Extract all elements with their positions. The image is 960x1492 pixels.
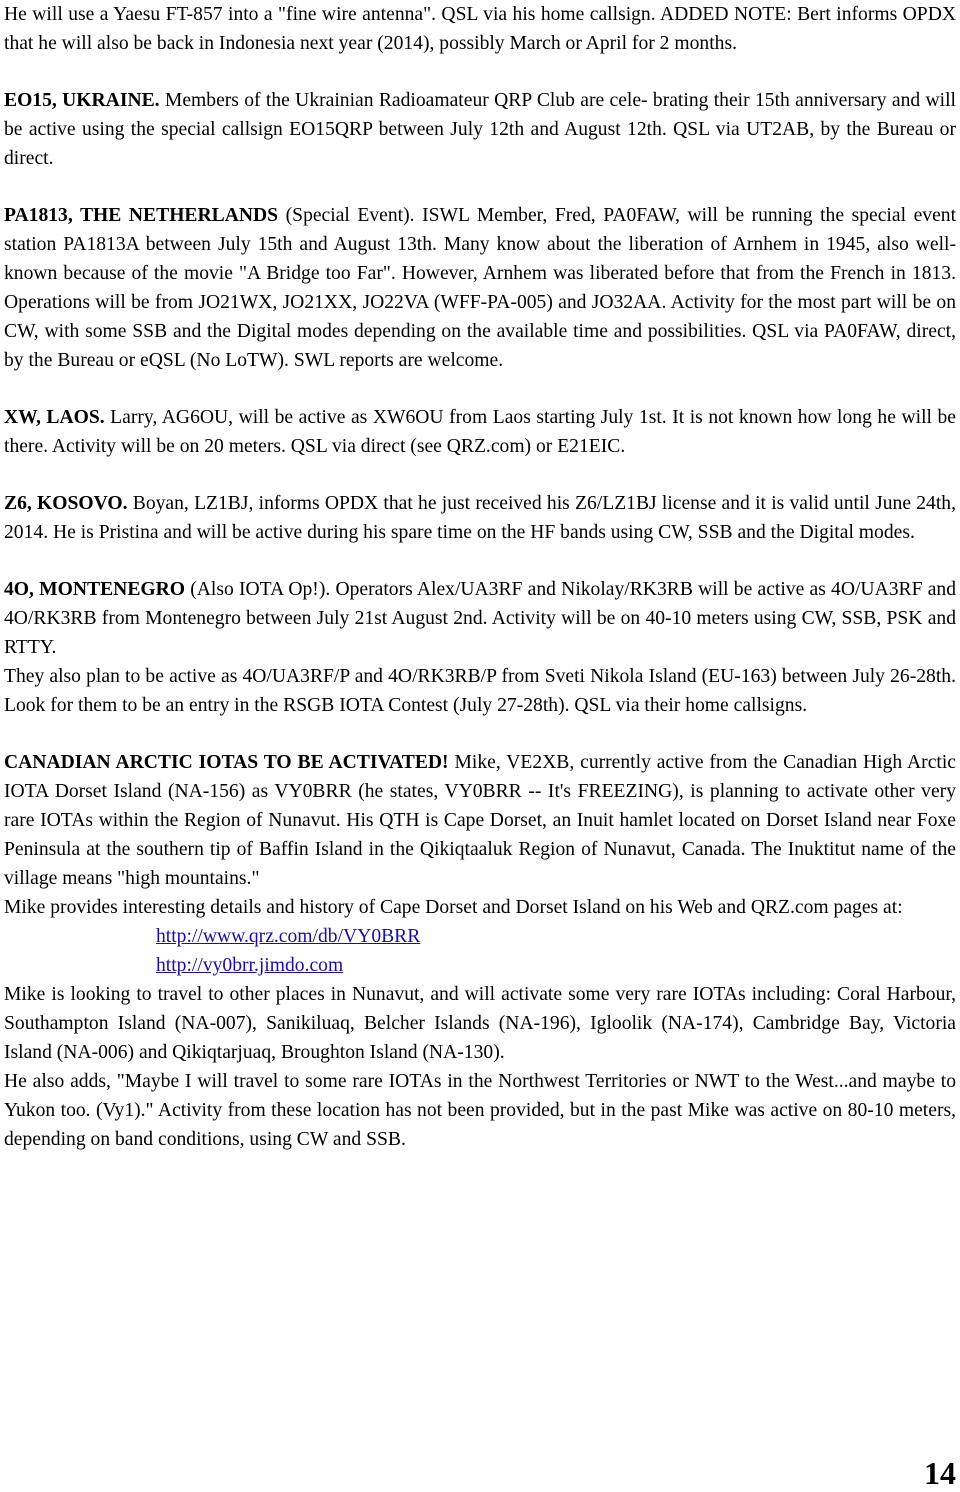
section-4o-montenegro — [4, 575, 956, 662]
spacer — [4, 720, 956, 748]
section-4o-montenegro-continued: They also plan to be active as 4O/UA3RF/P and 4O/RK3RB/P from Sveti Nikola Island (EU-163) between July 26-28th. Look for them to be an entry in the RSGB IOTA Contest (July 27-28th). QSL via their home callsigns. — [4, 666, 956, 716]
section-canadian-arctic — [4, 748, 956, 893]
section-z6-kosovo — [4, 489, 956, 547]
intro-paragraph: He will use a Yaesu FT-857 into a "fine wire antenna". QSL via his home callsign. ADDED NOTE: Bert informs OPDX that he will also be back in Indonesia next year (2014), possibly March or April for 2 months. — [4, 4, 956, 54]
section-body: Members of the Ukrainian Radioamateur QRP Club are cele- brating their 15th anniversary and will be active using the special callsign EO15QRP between July 12th and August 12th. QSL via UT2AB, by the Bureau or direct. — [4, 90, 956, 169]
section-heading: CANADIAN ARCTIC IOTAS TO BE ACTIVATED! — [4, 752, 449, 773]
page-number: 14 — [924, 1455, 956, 1491]
section-eo15-ukraine — [4, 86, 956, 173]
section-body: Larry, AG6OU, will be active as XW6OU from Laos starting July 1st. It is not known how long he will be there. Activity will be on 20 meters. QSL via direct (see QRZ.com) or E21EIC. — [4, 407, 956, 457]
spacer — [4, 58, 956, 86]
spacer — [4, 173, 956, 201]
section-xw-laos — [4, 403, 956, 461]
spacer — [4, 461, 956, 489]
section-body: (Also IOTA Op!). Operators Alex/UA3RF and Nikolay/RK3RB will be active as 4O/UA3RF and 4O/RK3RB from Montenegro between July 21st August 2nd. Activity will be on 40-10 meters using CW, SSB, PSK and RTTY. — [4, 579, 956, 658]
section-canadian-arctic-adds: He also adds, "Maybe I will travel to some rare IOTAs in the Northwest Territories or NWT to the West...and maybe to Yukon too. (Vy1)." Activity from these location has not been provided, but in the past Mike was active on 80-10 meters, depending on band conditions, using CW and SSB. — [4, 1071, 956, 1150]
section-canadian-arctic-pages: Mike provides interesting details and history of Cape Dorset and Dorset Island on his Web and QRZ.com pages at: — [4, 897, 903, 918]
jimdo-link[interactable]: http://vy0brr.jimdo.com — [156, 955, 344, 976]
section-heading: XW, LAOS. — [4, 407, 105, 428]
document-page — [4, 0, 956, 1154]
section-body: Mike, VE2XB, currently active from the Canadian High Arctic IOTA Dorset Island (NA-156) as VY0BRR (he states, VY0BRR -- It's FREEZING), is planning to activate other very rare IOTAs within the Region of Nunavut. His QTH is Cape Dorset, an Inuit hamlet located on Dorset Island near Foxe Peninsula at the southern tip of Baffin Island in the Qikiqtaaluk Region of Nunavut, Canada. The Inuktitut name of the village means "high mountains." — [4, 752, 956, 889]
section-heading: PA1813, THE NETHERLANDS — [4, 205, 279, 226]
section-heading: 4O, MONTENEGRO — [4, 579, 186, 600]
section-body: Boyan, LZ1BJ, informs OPDX that he just received his Z6/LZ1BJ license and it is valid until June 24th, 2014. He is Pristina and will be active during his spare time on the HF bands using CW, SSB and the Digital modes. — [4, 493, 956, 543]
section-canadian-arctic-travel: Mike is looking to travel to other places in Nunavut, and will activate some very rare IOTAs including: Coral Harbour, Southampton Island (NA-007), Sanikiluaq, Belcher Islands (NA-196), Igloolik (NA-174), Cambridge Bay, Victoria Island (NA-006) and Qikiqtarjuaq, Broughton Island (NA-130). — [4, 984, 956, 1063]
spacer — [4, 547, 956, 575]
section-body: (Special Event). ISWL Member, Fred, PA0FAW, will be running the special event station PA1813A between July 15th and August 13th. Many know about the liberation of Arnhem in 1945, also well-known because of the movie "A Bridge too Far". However, Arnhem was liberated before that from the French in 1813. Operations will be from JO21WX, JO21XX, JO22VA (WFF-PA-005) and JO32AA. Activity for the most part will be on CW, with some SSB and the Digital modes depending on the available time and possibilities. QSL via PA0FAW, direct, by the Bureau or eQSL (No LoTW). SWL reports are welcome. — [4, 205, 957, 371]
qrz-link[interactable]: http://www.qrz.com/db/VY0BRR — [156, 926, 421, 947]
section-heading: Z6, KOSOVO. — [4, 493, 128, 514]
section-pa1813-netherlands — [4, 201, 956, 375]
spacer — [4, 375, 956, 403]
section-heading: EO15, UKRAINE. — [4, 90, 160, 111]
